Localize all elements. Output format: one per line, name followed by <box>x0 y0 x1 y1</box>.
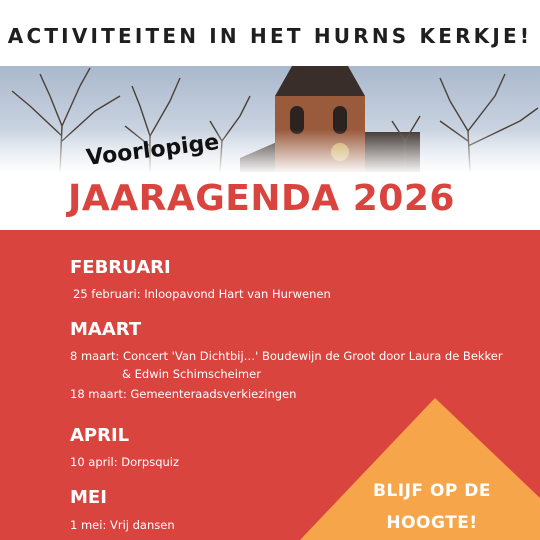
event-item: 8 maart: Concert 'Van Dichtbij…' Boudewijn de Groot door Laura de Bekker <box>70 349 503 363</box>
callout-line-1: BLIJF OP DE <box>372 481 492 501</box>
month-april: APRIL <box>70 425 130 446</box>
banner-title: JAARAGENDA 2026 <box>68 178 455 219</box>
month-maart: MAART <box>70 319 142 340</box>
church-illustration <box>0 66 540 172</box>
month-februari: FEBRUARI <box>70 257 171 278</box>
event-item: & Edwin Schimscheimer <box>122 367 261 381</box>
event-item: 25 februari: Inloopavond Hart van Hurwenen <box>73 287 331 301</box>
event-item: 1 mei: Vrij dansen <box>70 518 175 532</box>
month-mei: MEI <box>70 487 107 508</box>
agenda-panel <box>0 230 540 540</box>
event-item: 10 april: Dorpsquiz <box>70 455 180 469</box>
church-photo <box>0 66 540 172</box>
callout-line-2: HOOGTE! <box>386 513 478 533</box>
banner-subtitle: Voorlopige <box>84 129 221 171</box>
header-title: ACTIVITEITEN IN HET HURNS KERKJE! <box>7 24 533 48</box>
header <box>0 0 540 66</box>
event-item: 18 maart: Gemeenteraadsverkiezingen <box>70 387 297 401</box>
